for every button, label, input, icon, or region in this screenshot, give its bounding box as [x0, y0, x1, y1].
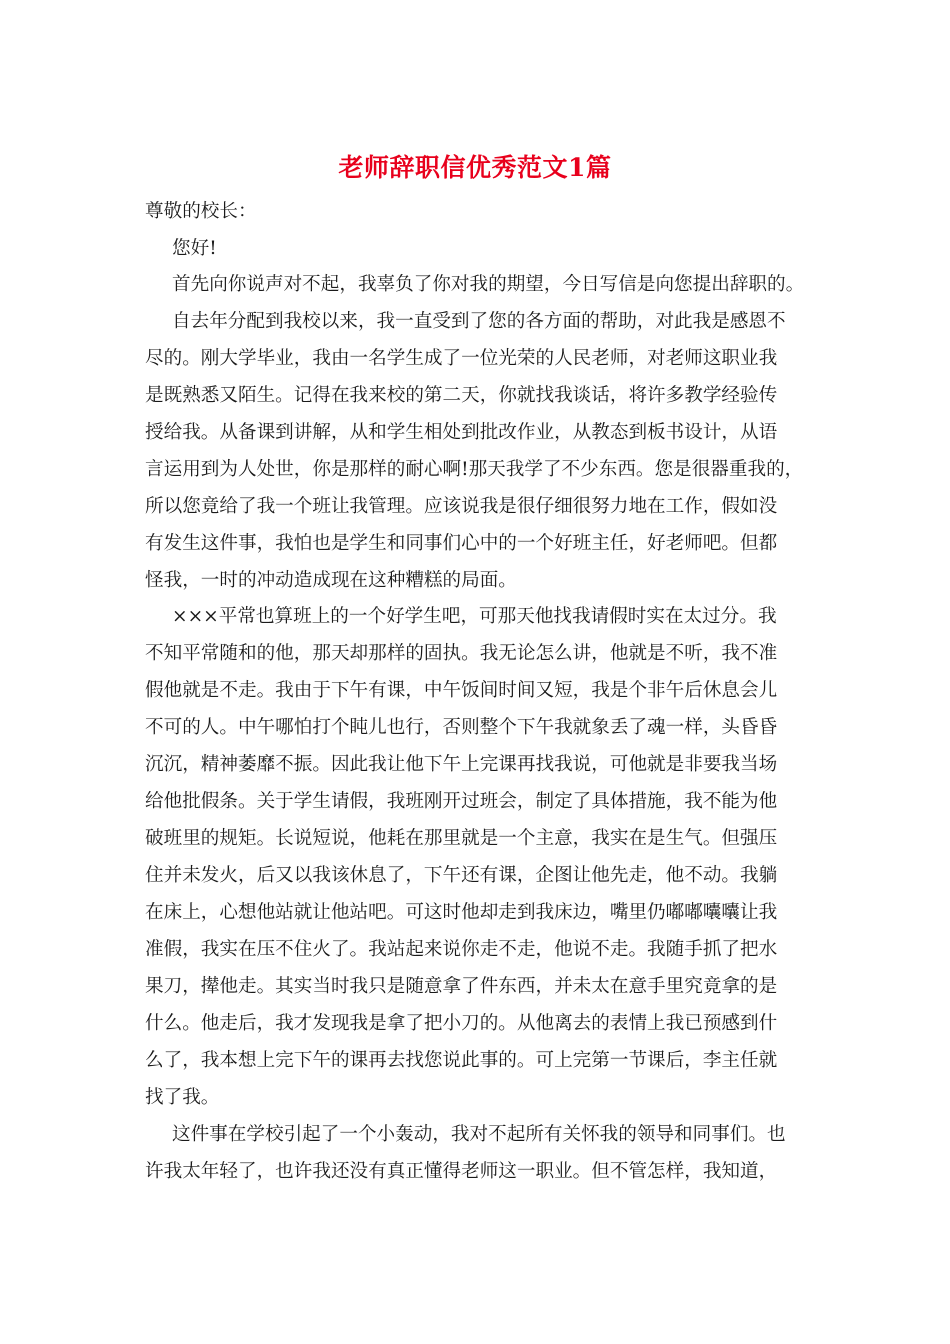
paragraph-3-line-3: 假他就是不走。我由于下午有课，中午饭间时间又短，我是个非午后休息会儿	[145, 680, 778, 701]
paragraph-2-line-6: 所以您竟给了我一个班让我管理。应该说我是很仔细很努力地在工作，假如没	[145, 496, 778, 517]
paragraph-2-line-4: 授给我。从备课到讲解，从和学生相处到批改作业，从教态到板书设计，从语	[145, 422, 778, 443]
paragraph-3-line-8: 住并未发火，后又以我该休息了，下午还有课，企图让他先走，他不动。我躺	[145, 865, 778, 886]
paragraph-3-line-13: 么了，我本想上完下午的课再去找您说此事的。可上完第一节课后，李主任就	[145, 1050, 778, 1071]
paragraph-3-line-9: 在床上，心想他站就让他站吧。可这时他却走到我床边，嘴里仍嘟嘟囔囔让我	[145, 902, 778, 923]
paragraph-3-line-10: 准假，我实在压不住火了。我站起来说你走不走，他说不走。我随手抓了把水	[145, 939, 778, 960]
paragraph-3-line-7: 破班里的规矩。长说短说，他耗在那里就是一个主意，我实在是生气。但强压	[145, 828, 778, 849]
paragraph-1-line-1: 首先向你说声对不起，我辜负了你对我的期望，今日写信是向您提出辞职的。	[172, 274, 805, 295]
salutation: 尊敬的校长：	[145, 201, 257, 222]
paragraph-3-line-6: 给他批假条。关于学生请假，我班刚开过班会，制定了具体措施，我不能为他	[145, 791, 778, 812]
paragraph-2-line-5: 言运用到为人处世，你是那样的耐心啊!那天我学了不少东西。您是很器重我的，	[145, 459, 804, 480]
paragraph-2-line-2: 尽的。刚大学毕业，我由一名学生成了一位光荣的人民老师，对老师这职业我	[145, 348, 778, 369]
paragraph-3-line-11: 果刀，撵他走。其实当时我只是随意拿了件东西，并未太在意手里究竟拿的是	[145, 976, 778, 997]
paragraph-2-line-1: 自去年分配到我校以来，我一直受到了您的各方面的帮助，对此我是感恩不	[172, 311, 786, 332]
paragraph-3-line-1: ×××平常也算班上的一个好学生吧，可那天他找我请假时实在太过分。我	[172, 606, 777, 627]
paragraph-4-line-2: 许我太年轻了，也许我还没有真正懂得老师这一职业。但不管怎样，我知道，	[145, 1161, 778, 1182]
paragraph-2-line-7: 有发生这件事，我怕也是学生和同事们心中的一个好班主任，好老师吧。但都	[145, 533, 778, 554]
paragraph-3-line-12: 什么。他走后，我才发现我是拿了把小刀的。从他离去的表情上我已预感到什	[145, 1013, 778, 1034]
paragraph-3-line-4: 不可的人。中午哪怕打个盹儿也行，否则整个下午我就象丢了魂一样，头昏昏	[145, 717, 778, 738]
greeting: 您好!	[172, 238, 217, 259]
paragraph-3-line-14: 找了我。	[145, 1087, 220, 1108]
paragraph-3-line-5: 沉沉，精神萎靡不振。因此我让他下午上完课再找我说，可他就是非要我当场	[145, 754, 778, 775]
paragraph-3-line-2: 不知平常随和的他，那天却那样的固执。我无论怎么讲，他就是不听，我不准	[145, 643, 778, 664]
document-title: 老师辞职信优秀范文1篇	[338, 153, 612, 182]
paragraph-4-line-1: 这件事在学校引起了一个小轰动，我对不起所有关怀我的领导和同事们。也	[172, 1124, 786, 1145]
paragraph-2-line-8: 怪我，一时的冲动造成现在这种糟糕的局面。	[145, 570, 517, 591]
paragraph-2-line-3: 是既熟悉又陌生。记得在我来校的第二天，你就找我谈话，将许多教学经验传	[145, 385, 778, 406]
